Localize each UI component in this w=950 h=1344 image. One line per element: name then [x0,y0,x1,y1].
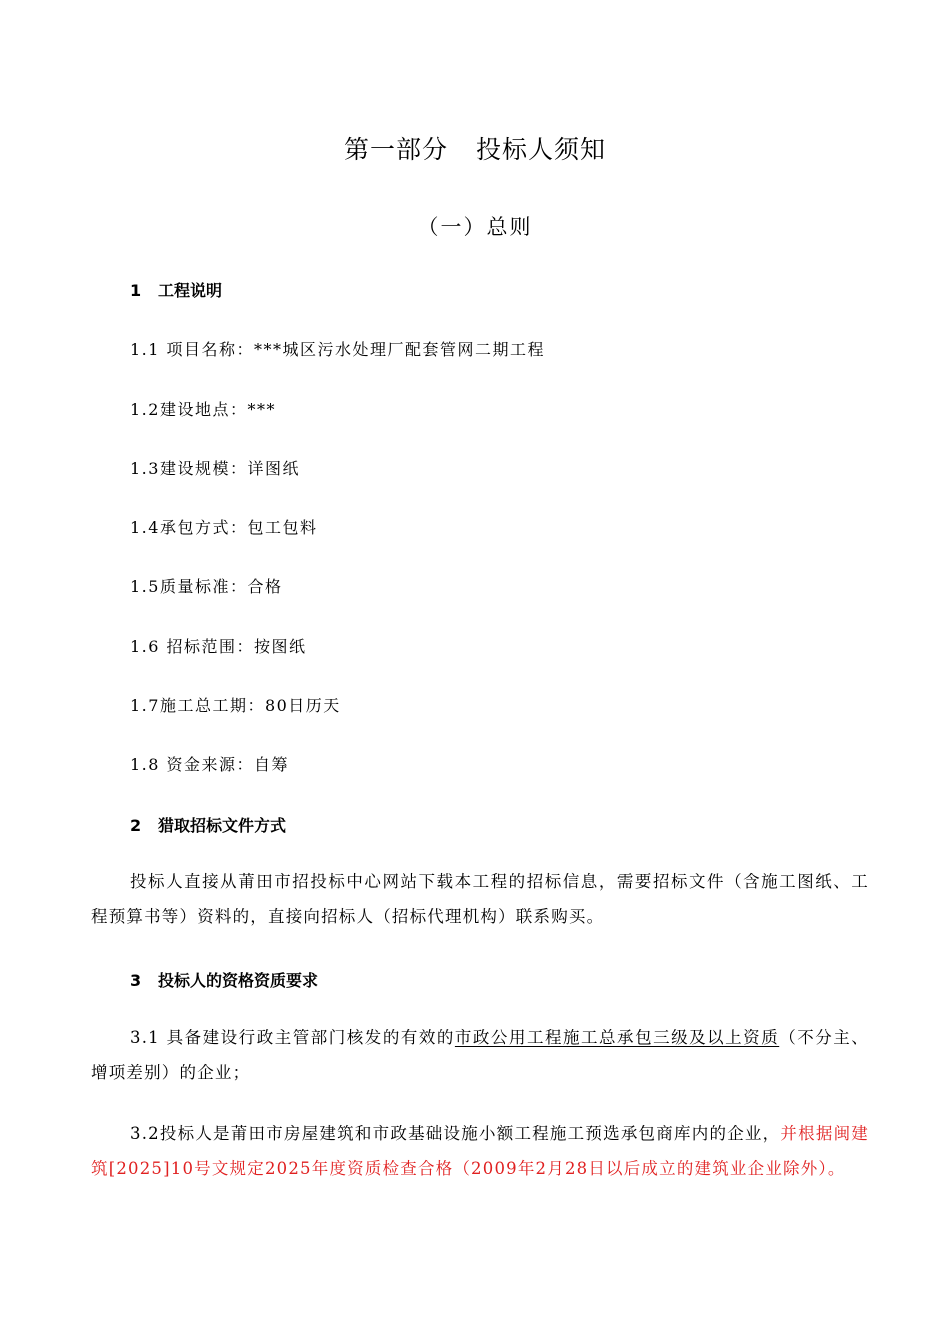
title-name: 投标人须知 [476,135,607,164]
section-3-1-paragraph [91,1020,869,1090]
section-1-heading [130,278,222,301]
page-title [0,130,950,166]
section-3-1-text: 3.1 具备建设行政主管部门核发的有效的 [130,1028,455,1047]
list-item: 1.7施工总工期：80日历天 [130,696,341,715]
highlighted-requirement: 并根据闽建筑[2025]10号文规定2025年度资质检查合格（2009年2月28日以后成立的建筑业企业除外）。 [91,1124,870,1178]
list-item: 1.8 资金来源：自筹 [130,755,290,774]
list-item: 1.4承包方式：包工包料 [130,518,318,537]
section-1-number: 1 [130,281,142,300]
list-item: 1.1 项目名称：***城区污水处理厂配套管网二期工程 [130,340,546,359]
section-subtitle: （一）总则 [417,215,533,239]
list-item: 1.6 招标范围：按图纸 [130,637,307,656]
list-item: 1.2建设地点：*** [130,400,276,419]
section-3-1-suffix: （不分主、增项差别）的企业； [91,1028,869,1082]
section-3-title: 投标人的资格资质要求 [158,971,319,990]
section-3-2-text: 3.2投标人是莆田市房屋建筑和市政基础设施小额工程施工预选承包商库内的企业， [130,1124,781,1143]
section-3-heading [130,968,318,991]
section-3-number: 3 [130,971,142,990]
section-1-title: 工程说明 [158,281,223,300]
title-part: 第一部分 [343,135,448,164]
qualification-requirement: 市政公用工程施工总承包三级及以上资质 [454,1028,780,1047]
section-2-title: 猎取招标文件方式 [158,816,287,835]
section-3-2-paragraph [91,1116,869,1186]
list-item: 1.3建设规模：详图纸 [130,459,300,478]
section-2-heading [130,813,286,836]
section-2-paragraph: 投标人直接从莆田市招投标中心网站下载本工程的招标信息，需要招标文件（含施工图纸、工程预算书等）资料的，直接向招标人（招标代理机构）联系购买。 [91,872,869,926]
list-item: 1.5质量标准：合格 [130,577,283,596]
section-2-number: 2 [130,816,142,835]
